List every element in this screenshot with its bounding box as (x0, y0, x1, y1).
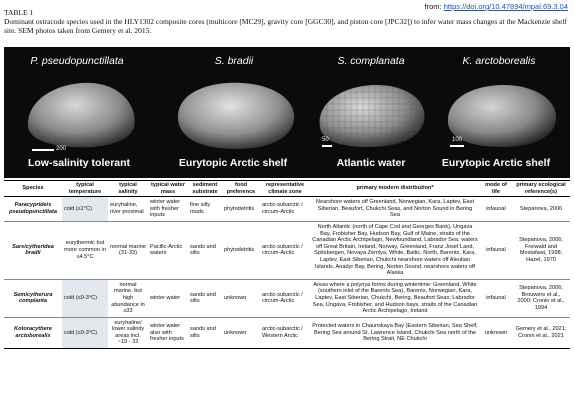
source-line (425, 2, 568, 11)
source-prefix: from: (424, 2, 442, 11)
shell-photo-1 (22, 75, 142, 153)
scale-bar-1 (32, 149, 54, 151)
cell-mode: infaunal (480, 197, 512, 222)
species-name-1: P. pseudopunctillata (30, 55, 124, 67)
cell-reference: Gemery et al., 2021; Cronin et al., 2021 (512, 317, 570, 348)
species-caption-3: Atlantic water (336, 157, 406, 169)
cell-temperature: cold (≤1°C) (62, 197, 108, 222)
header-salinity: typical salinity (108, 181, 148, 197)
ecology-table (4, 180, 570, 349)
table-heading: TABLE 1 (4, 8, 34, 17)
cell-reference: Stepanova, 2006 (512, 197, 570, 222)
table-row (4, 317, 570, 348)
table-caption: Dominant ostracode species used in the HLY1302 composite cores (multicore [MC29], gravity core [GGC30], and piston core [JPC32]) to infer water mass changes at the Mackenzie shelf site. SEM photos taken from Gemery et al. 2015. (4, 17, 567, 35)
scale-bar-3 (322, 145, 332, 147)
cell-distribution: Nearshore waters off Greenland, Norwegian, Kara, Laptev, East Siberian, Beaufort, Chukchi Seas, and Norton Sound in Bering Sea (310, 197, 480, 222)
table-row (4, 279, 570, 317)
cell-species: Sarsicytheridea bradii (4, 221, 62, 279)
cell-water-mass: Pacific-Arctic waters (148, 221, 188, 279)
shell-photo-2 (172, 77, 300, 153)
sem-photo-panel (4, 47, 570, 178)
header-distribution: primary modern distribution* (310, 181, 480, 197)
species-caption-2: Eurytopic Arctic shelf (178, 157, 288, 169)
header-climate: representative climate zone (260, 181, 310, 197)
species-name-2: S. bradii (214, 55, 254, 67)
header-substrate: sediment substrate (188, 181, 222, 197)
species-caption-4: Eurytopic Arctic shelf (441, 157, 551, 169)
cell-food: unknown (222, 317, 260, 348)
table-header-row (4, 181, 570, 197)
cell-mode: unknown (480, 317, 512, 348)
cell-salinity: euryhaline/ lower salinity areas incl. ~19 - 32 (108, 317, 148, 348)
shell-photo-3 (312, 77, 432, 153)
cell-climate: arctic-subarctic / Western Arctic (260, 317, 310, 348)
cell-climate: arctic-subarctic / circum-Arctic (260, 197, 310, 222)
cell-temperature: eurythermic but more common in ≤4.5°C (62, 221, 108, 279)
cell-species: Semicytherura complanta (4, 279, 62, 317)
cell-substrate: sands and silts (188, 279, 222, 317)
scale-label-1: 200 (56, 146, 67, 152)
species-caption-1: Low-salinity tolerant (27, 157, 131, 169)
cell-salinity: euryhaline, river proximal (108, 197, 148, 222)
cell-distribution: Protected waters in Chaunskaya Bay (Eastern Siberian, Sea Shelf, Bering Sea around St. Lawrence Island, Chukchi Sea north of the Bering Strait, NE Chukchi (310, 317, 480, 348)
cell-species: Kotoracythere arctoborealis (4, 317, 62, 348)
cell-water-mass: winter water with fresher inputs (148, 197, 188, 222)
cell-food: phytodetritis (222, 221, 260, 279)
cell-species: Paracyprideis pseudopunctillata (4, 197, 62, 222)
scale-bar-4 (450, 145, 464, 147)
header-food: food preference (222, 181, 260, 197)
cell-reference: Stepanova, 2006; Brouwers et al., 2000; Cronin et al., 1994 (512, 279, 570, 317)
cell-climate: arctic-subarctic / circum-Arctic (260, 279, 310, 317)
cell-temperature: cold (≤0-3°C) (62, 279, 108, 317)
cell-substrate: fine silty muds (188, 197, 222, 222)
doi-link[interactable]: https://doi.org/10.47894/mpal.69.3.04 (443, 2, 568, 11)
cell-water-mass: winter water also with fresher inputs (148, 317, 188, 348)
table-row (4, 197, 570, 222)
cell-distribution: North Atlantic (north of Cape Cod and Georges Bank), Ungava Bay, Frobisher Bay, Hudson Bay, Gulf of Maine, straits of the Canadian Arctic Archipelago, Newfoundland, Labrador Sea, waters off Great Britain, Ireland, Norway, Greenland, Franz Josef Land, Spitsbergen, Novaya Zemlya, White, Baltic, North, Barents, Kara, Laptev, East Siberian, Chukchi nearshore waters off Aleutian Islands, Anadyr Bay, Bering, Norton Sound, nearshore waters off Alaska (310, 221, 480, 279)
header-reference: primary ecological reference(s) (512, 181, 570, 197)
header-temperature: typical temperature (62, 181, 108, 197)
cell-food: unknown (222, 279, 260, 317)
cell-water-mass: winter water (148, 279, 188, 317)
cell-mode: infaunal (480, 221, 512, 279)
cell-food: phytodetritis (222, 197, 260, 222)
cell-substrate: sands and silts (188, 221, 222, 279)
scale-label-3: 50 (322, 137, 329, 143)
cell-substrate: sands and silts (188, 317, 222, 348)
species-name-4: K. arctoborealis (462, 55, 536, 67)
header-water-mass: typical water mass (148, 181, 188, 197)
header-species: Species (4, 181, 62, 197)
cell-salinity: normal marine (31-33) (108, 221, 148, 279)
header-mode: mode of life (480, 181, 512, 197)
species-name-3: S. complanata (337, 55, 405, 67)
cell-salinity: normal marine, but high abundance in ≥33 (108, 279, 148, 317)
cell-temperature: cold (≤0-3°C) (62, 317, 108, 348)
scale-label-4: 100 (452, 137, 463, 143)
cell-reference: Stepanova, 2006; Freiwald and Mostafawi, 1998; Hazel, 1970 (512, 221, 570, 279)
cell-mode: infaunal (480, 279, 512, 317)
cell-distribution: Areas where a polynya forms during wintertime: Greenland, White (southern inlet of the Barents Sea), Barents, Norwegian, Kara, Laptev, East Siberian, Chukchi, Bering, Beaufort Seas; Labrador Sea, Ungava, Frobisher, and Hudson bays, straits of the Canadian Arctic Archipelago, Ireland (310, 279, 480, 317)
cell-climate: arctic-subarctic / circum-Arctic (260, 221, 310, 279)
table-row (4, 221, 570, 279)
